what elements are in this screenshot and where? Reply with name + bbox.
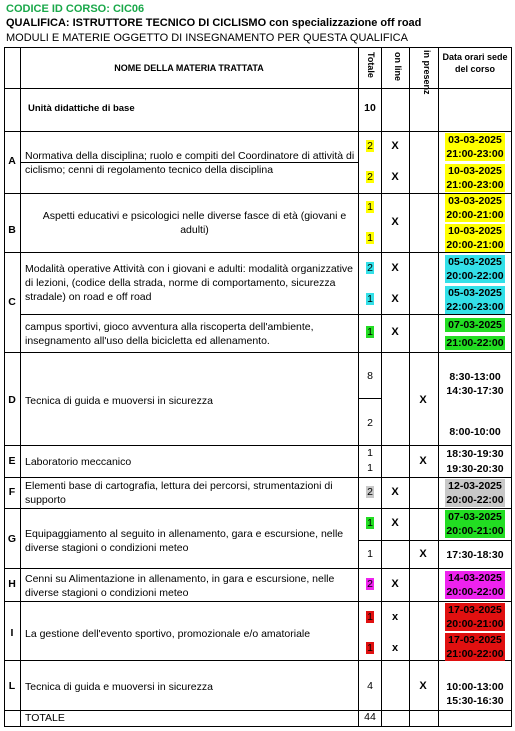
- time-value: 21:00-23:00: [446, 179, 504, 191]
- hours-value: 1: [367, 462, 373, 474]
- schedule-cell: [445, 286, 505, 314]
- row-text: Cenni su Alimentazione in allenamento, in gara e escursione, nelle diverse stagioni o condizioni meteo: [25, 573, 335, 599]
- header-online: on line: [393, 52, 403, 81]
- hours-value: 1: [367, 447, 373, 459]
- time-value: 20:00-21:00: [446, 209, 504, 221]
- schedule-cell: [445, 603, 505, 631]
- row-letter: F: [8, 486, 16, 498]
- hours-value: 1: [367, 642, 373, 654]
- hours-value: 1: [367, 517, 373, 529]
- online-mark: X: [391, 140, 399, 152]
- hours-value: 2: [367, 417, 373, 429]
- hours-value: 2: [367, 171, 373, 183]
- hours-value: 1: [367, 232, 373, 244]
- schedule-cell: [445, 224, 505, 252]
- hours-value: 1: [367, 326, 373, 338]
- time-value: 19:30-20:30: [446, 463, 504, 475]
- base-row-label: Unità didattiche di base: [28, 103, 135, 114]
- schedule-cell: [445, 164, 505, 192]
- date-value: 10-03-2025: [445, 164, 505, 178]
- row-letter: B: [8, 224, 16, 236]
- presence-mark: X: [419, 455, 427, 467]
- date-value: 12-03-2025: [445, 479, 505, 493]
- schedule-cell: [445, 510, 505, 538]
- hours-value: 2: [367, 486, 373, 498]
- row-text: Tecnica di guida e muoversi in sicurezza: [25, 395, 213, 407]
- hours-value: 1: [367, 293, 373, 305]
- hours-value: 8: [367, 370, 373, 382]
- hours-value: 2: [367, 140, 373, 152]
- row-letter: G: [7, 533, 17, 545]
- header-date: Data orari sede del corso: [442, 52, 508, 74]
- date-value: 14-03-2025: [445, 571, 505, 585]
- online-mark: X: [391, 326, 399, 338]
- date-value: 07-03-2025: [445, 510, 505, 524]
- time-value: 20:00-22:00: [446, 494, 504, 506]
- hours-value: 1: [367, 611, 373, 623]
- row-letter: D: [8, 394, 16, 406]
- total-value: 44: [364, 711, 376, 723]
- course-id: CODICE ID CORSO: CIC06: [6, 3, 145, 15]
- time-value: 20:00-22:00: [446, 586, 504, 598]
- row-text: Laboratorio meccanico: [25, 456, 132, 468]
- online-mark: X: [391, 216, 399, 228]
- row-text: Elementi base di cartografia, lettura dei percorsi, strumentazioni di supporto: [25, 480, 333, 506]
- date-value: 03-03-2025: [445, 133, 505, 147]
- online-mark: X: [391, 293, 399, 305]
- hours-value: 4: [367, 680, 373, 692]
- header-materia: NOME DELLA MATERIA TRATTATA: [114, 63, 264, 73]
- hours-value: 2: [367, 262, 373, 274]
- time-value: 21:00-22:00: [446, 648, 504, 660]
- presence-mark: X: [419, 394, 427, 406]
- table-subtitle: MODULI E MATERIE OGGETTO DI INSEGNAMENTO PER QUESTA QUALIFICA: [6, 32, 408, 44]
- online-mark: X: [391, 486, 399, 498]
- time-value: 21:00-23:00: [446, 148, 504, 160]
- row-text: Aspetti educativi e psicologici nelle diverse fasce di età (giovani e adulti): [42, 210, 347, 236]
- row-text: Equipaggiamento al seguito in allenamento, gara e escursione, nelle diverse stagioni o condizioni meteo: [25, 528, 344, 554]
- time-value: 14:30-17:30: [446, 385, 504, 397]
- schedule-cell: [445, 194, 505, 222]
- date-value: 10-03-2025: [445, 224, 505, 238]
- online-mark: x: [391, 642, 399, 654]
- time-value: 21:00-22:00: [446, 337, 504, 349]
- time-value: 18:30-19:30: [446, 448, 504, 460]
- schedule-cell: [445, 318, 505, 350]
- row-letter: C: [8, 296, 16, 308]
- online-mark: X: [391, 171, 399, 183]
- schedule-cell: [445, 479, 505, 507]
- time-value: 20:00-21:00: [446, 525, 504, 537]
- presence-mark: X: [419, 680, 427, 692]
- row-letter: I: [10, 627, 14, 639]
- time-value: 22:00-23:00: [446, 301, 504, 313]
- hours-value: 1: [367, 201, 373, 213]
- time-value: 20:00-22:00: [446, 270, 504, 282]
- time-value: 8:00-10:00: [449, 426, 501, 438]
- hours-value: 2: [367, 578, 373, 590]
- schedule-cell: [445, 633, 505, 661]
- online-mark: X: [391, 578, 399, 590]
- row-letter: E: [8, 455, 16, 467]
- date-value: 05-03-2025: [445, 286, 505, 300]
- hours-value: 1: [367, 548, 373, 560]
- time-value: 8:30-13:00: [449, 371, 501, 383]
- header-totale: Totale: [366, 52, 376, 78]
- row-letter: H: [8, 578, 16, 590]
- time-value: 15:30-16:30: [446, 695, 504, 707]
- date-value: 17-03-2025: [445, 603, 505, 617]
- total-label: TOTALE: [25, 712, 65, 724]
- row-text: La gestione dell'evento sportivo, promozionale e/o amatoriale: [25, 628, 311, 640]
- row-text: Normativa della disciplina; ruolo e compiti del Coordinatore di attività di ciclismo; cenni di regolamento tecnico della disciplina: [25, 150, 355, 176]
- time-value: 17:30-18:30: [446, 549, 504, 561]
- date-value: 17-03-2025: [445, 633, 505, 647]
- header-presenza: in presenz: [422, 50, 432, 95]
- online-mark: X: [391, 517, 399, 529]
- online-mark: x: [391, 611, 399, 623]
- schedule-cell: [445, 571, 505, 599]
- date-value: 03-03-2025: [445, 194, 505, 208]
- schedule-cell: [445, 133, 505, 161]
- row-text: Tecnica di guida e muoversi in sicurezza: [25, 681, 213, 693]
- row-letter: L: [8, 680, 16, 692]
- presence-mark: X: [419, 548, 427, 560]
- schedule-cell: [445, 255, 505, 283]
- time-value: 10:00-13:00: [446, 681, 504, 693]
- date-value: 05-03-2025: [445, 255, 505, 269]
- time-value: 20:00-21:00: [446, 239, 504, 251]
- row-letter: A: [8, 155, 16, 167]
- date-value: 07-03-2025: [445, 318, 505, 332]
- row-text: campus sportivi, gioco avventura alla riscoperta dell'ambiente, insegnamento all'uso della bicicletta ed allenamento.: [25, 321, 314, 347]
- row-text: Modalità operative Attività con i giovani e adulti: modalità organizzative di lezioni, (codice della strada, norme di comportamento, sicurezza stradale) on road e off road: [25, 263, 354, 303]
- time-value: 20:00-21:00: [446, 618, 504, 630]
- base-row-total: 10: [364, 102, 376, 114]
- qualifica-title: QUALIFICA: ISTRUTTORE TECNICO DI CICLISMO con specializzazione off road: [6, 17, 422, 29]
- online-mark: X: [391, 262, 399, 274]
